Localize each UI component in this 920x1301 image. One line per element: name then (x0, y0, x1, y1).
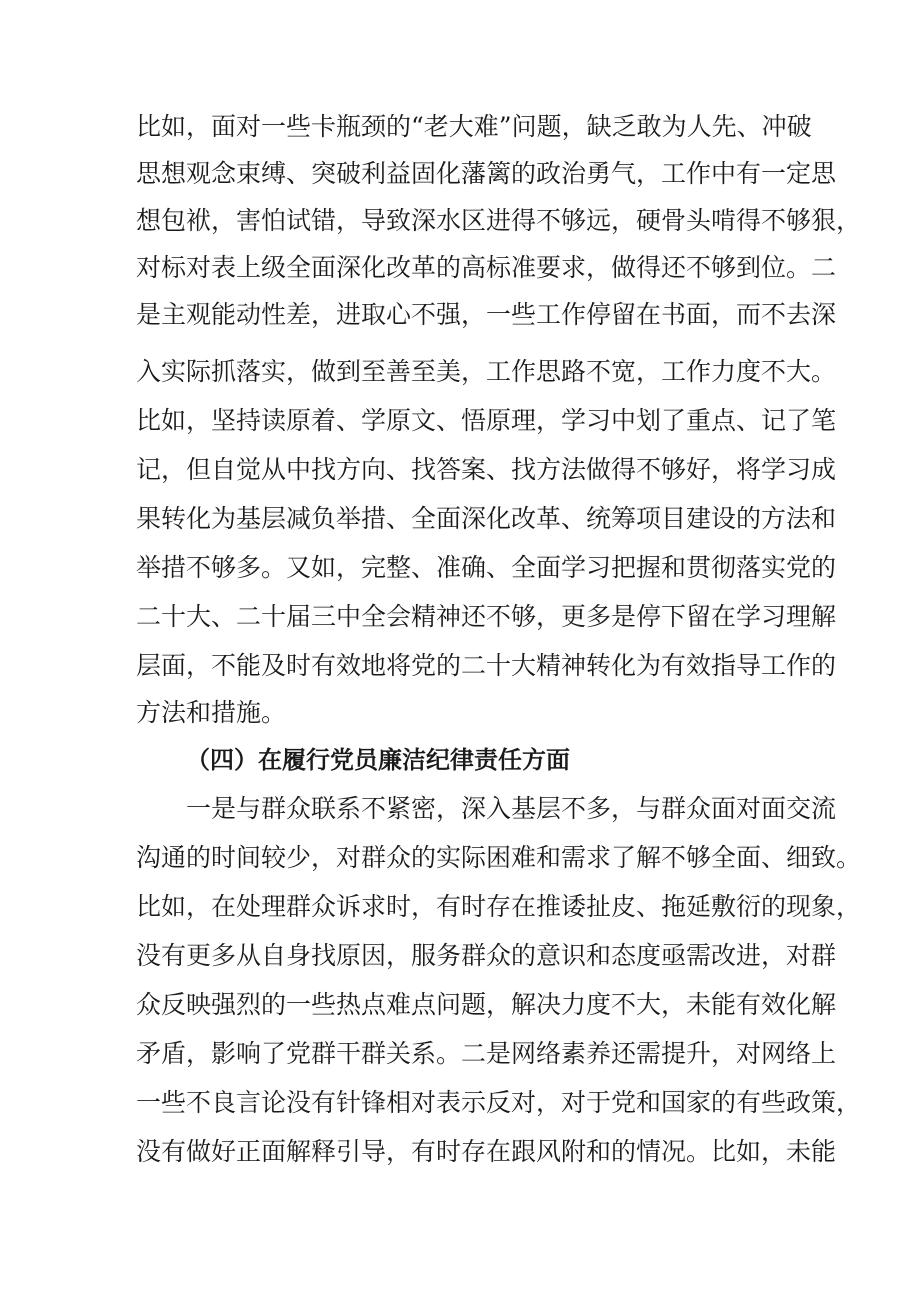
paragraph-1-line-4: 对标对表上级全面深化改革的高标准要求，做得还不够到位。二 (136, 253, 837, 282)
paragraph-1-line-7: 比如，坚持读原着、学原文、悟原理，学习中划了重点、记了笔 (136, 406, 837, 435)
section-heading: （四）在履行党员廉洁纪律责任方面 (186, 746, 570, 774)
paragraph-1-line-3: 想包袱，害怕试错，导致深水区进得不够远，硬骨头啃得不够狠， (136, 206, 862, 235)
paragraph-1-line-9: 果转化为基层减负举措、全面深化改革、统筹项目建设的方法和 (136, 504, 837, 533)
paragraph-2-line-8: 没有做好正面解释引导，有时存在跟风附和的情况。比如，未能 (136, 1137, 837, 1166)
paragraph-1-line-2: 思想观念束缚、突破利益固化藩篱的政治勇气，工作中有一定思 (136, 159, 837, 188)
paragraph-1-line-6: 入实际抓落实，做到至善至美，工作思路不宽，工作力度不大。 (136, 357, 837, 386)
paragraph-1-line-5: 是主观能动性差，进取心不强，一些工作停留在书面，而不去深 (136, 300, 837, 329)
paragraph-1-line-13: 方法和措施。 (136, 698, 287, 727)
paragraph-1-line-11: 二十大、二十届三中全会精神还不够，更多是停下留在学习理解 (136, 602, 837, 631)
paragraph-1-line-1: 比如，面对一些卡瓶颈的“老大难”问题，缺乏敢为人先、冲破 (136, 112, 812, 141)
paragraph-1-line-8: 记，但自觉从中找方向、找答案、找方法做得不够好，将学习成 (136, 455, 837, 484)
paragraph-1-line-12: 层面，不能及时有效地将党的二十大精神转化为有效指导工作的 (136, 651, 837, 680)
paragraph-2-line-5: 众反映强烈的一些热点难点问题，解决力度不大，未能有效化解 (136, 990, 837, 1019)
paragraph-2-line-6: 矛盾，影响了党群干群关系。二是网络素养还需提升，对网络上 (136, 1039, 837, 1068)
paragraph-2-line-2: 沟通的时间较少，对群众的实际困难和需求了解不够全面、细致。 (136, 843, 862, 872)
paragraph-2-line-4: 没有更多从自身找原因，服务群众的意识和态度亟需改进，对群 (136, 941, 837, 970)
paragraph-2-line-3: 比如，在处理群众诉求时，有时存在推诿扯皮、拖延敷衍的现象， (136, 892, 862, 921)
paragraph-2-line-1: 一是与群众联系不紧密，深入基层不多，与群众面对面交流 (186, 794, 837, 823)
paragraph-2-line-7: 一些不良言论没有针锋相对表示反对，对于党和国家的有些政策， (136, 1088, 862, 1117)
paragraph-1-line-10: 举措不够多。又如，完整、准确、全面学习把握和贯彻落实党的 (136, 553, 837, 582)
